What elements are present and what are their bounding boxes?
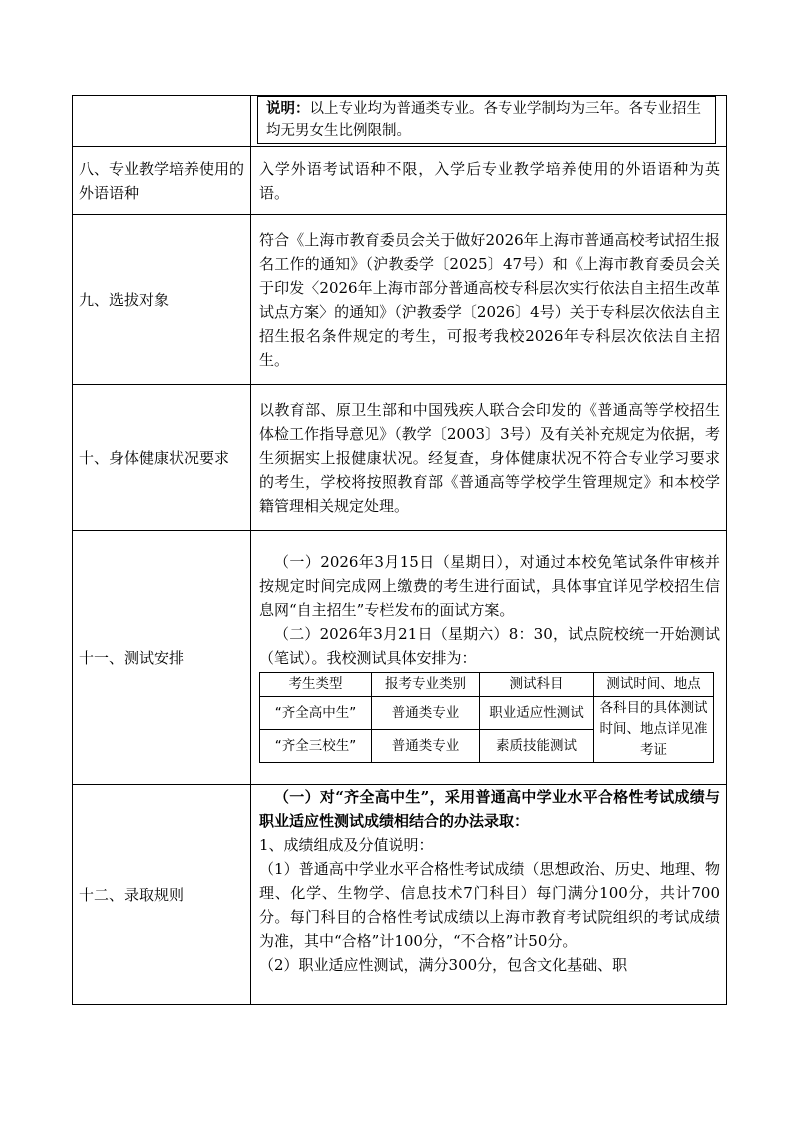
test-table-header: 测试科目	[480, 673, 594, 697]
test-table-cell: “齐全高中生”	[260, 697, 372, 730]
table-row-note	[73, 96, 727, 147]
table-row-foreign-language	[73, 147, 727, 215]
row-content-foreign-language: 入学外语考试语种不限，入学后专业教学培养使用的外语语种为英语。	[251, 147, 727, 215]
row-content-test-schedule	[251, 531, 727, 785]
test-table-cell: “齐全三校生”	[260, 730, 372, 763]
note-text: 以上专业均为普通类专业。各专业学制均为三年。各专业招生均无男女生比例限制。	[266, 101, 701, 139]
table-row-admission-rules	[73, 785, 727, 1005]
test-table-header: 测试时间、地点	[594, 673, 714, 697]
schedule-paragraph-2: （二）2026年3月21日（星期六）8：30，试点院校统一开始测试（笔试）。我校测试具体安排为：	[259, 625, 720, 667]
row-label-admission-rules: 十二、录取规则	[73, 785, 251, 1005]
row-content-admission-rules	[251, 785, 727, 1005]
note-box	[257, 96, 716, 144]
rules-item-1-2: （2）职业适应性测试，满分300分，包含文化基础、职	[259, 956, 628, 974]
empty-label-cell	[73, 96, 251, 147]
schedule-paragraph-1: （一）2026年3月15日（星期日），对通过本校免笔试条件审核并按规定时间完成网上缴费的考生进行面试，具体事宜详见学校招生信息网“自主招生”专栏发布的面试方案。	[259, 553, 720, 619]
test-table-cell: 普通类专业	[372, 697, 480, 730]
test-table-header-row	[260, 673, 714, 697]
row-label-eligibility: 九、选拔对象	[73, 215, 251, 385]
rules-heading: （一）对“齐全高中生”，采用普通高中学业水平合格性考试成绩与职业适应性测试成绩相结合的办法录取：	[259, 788, 720, 830]
row-content-eligibility: 符合《上海市教育委员会关于做好2026年上海市普通高校考试招生报名工作的通知》（沪教委学〔2025〕47号）和《上海市教育委员会关于印发〈2026年上海市部分普通高校专科层次实行依法自主招生改革试点方案〉的通知》（沪教委学〔2026〕4号）关于专科层次依法自主招生报名条件规定的考生，可报考我校2026年专科层次依法自主招生。	[251, 215, 727, 385]
test-table-header: 考生类型	[260, 673, 372, 697]
row-label-health: 十、身体健康状况要求	[73, 385, 251, 531]
table-row-eligibility	[73, 215, 727, 385]
rules-item-1: 1、成绩组成及分值说明：	[259, 836, 434, 854]
admission-info-table	[72, 95, 727, 1005]
note-label: 说明：	[266, 101, 310, 117]
test-table-header: 报考专业类别	[372, 673, 480, 697]
test-schedule-table	[259, 672, 714, 763]
test-table-merged-cell: 各科目的具体测试时间、地点详见准考证	[594, 697, 714, 763]
row-content-health: 以教育部、原卫生部和中国残疾人联合会印发的《普通高等学校招生体检工作指导意见》（教学〔2003〕3号）及有关补充规定为依据，考生须据实上报健康状况。经复查，身体健康状况不符合专业学习要求的考生，学校将按照教育部《普通高等学校学生管理规定》和本校学籍管理相关规定处理。	[251, 385, 727, 531]
table-row-test-schedule	[73, 531, 727, 785]
row-label-test-schedule: 十一、测试安排	[73, 531, 251, 785]
test-table-row	[260, 697, 714, 730]
test-table-cell: 职业适应性测试	[480, 697, 594, 730]
test-table-cell: 素质技能测试	[480, 730, 594, 763]
test-table-cell: 普通类专业	[372, 730, 480, 763]
rules-item-1-1: （1）普通高中学业水平合格性考试成绩（思想政治、历史、地理、物理、化学、生物学、信息技术7门科目）每门满分100分，共计700分。每门科目的合格性考试成绩以上海市教育考试院组织的考试成绩为准，其中“合格”计100分，“不合格”计50分。	[259, 860, 720, 950]
note-cell	[251, 96, 727, 147]
row-label-foreign-language: 八、专业教学培养使用的外语语种	[73, 147, 251, 215]
table-row-health	[73, 385, 727, 531]
